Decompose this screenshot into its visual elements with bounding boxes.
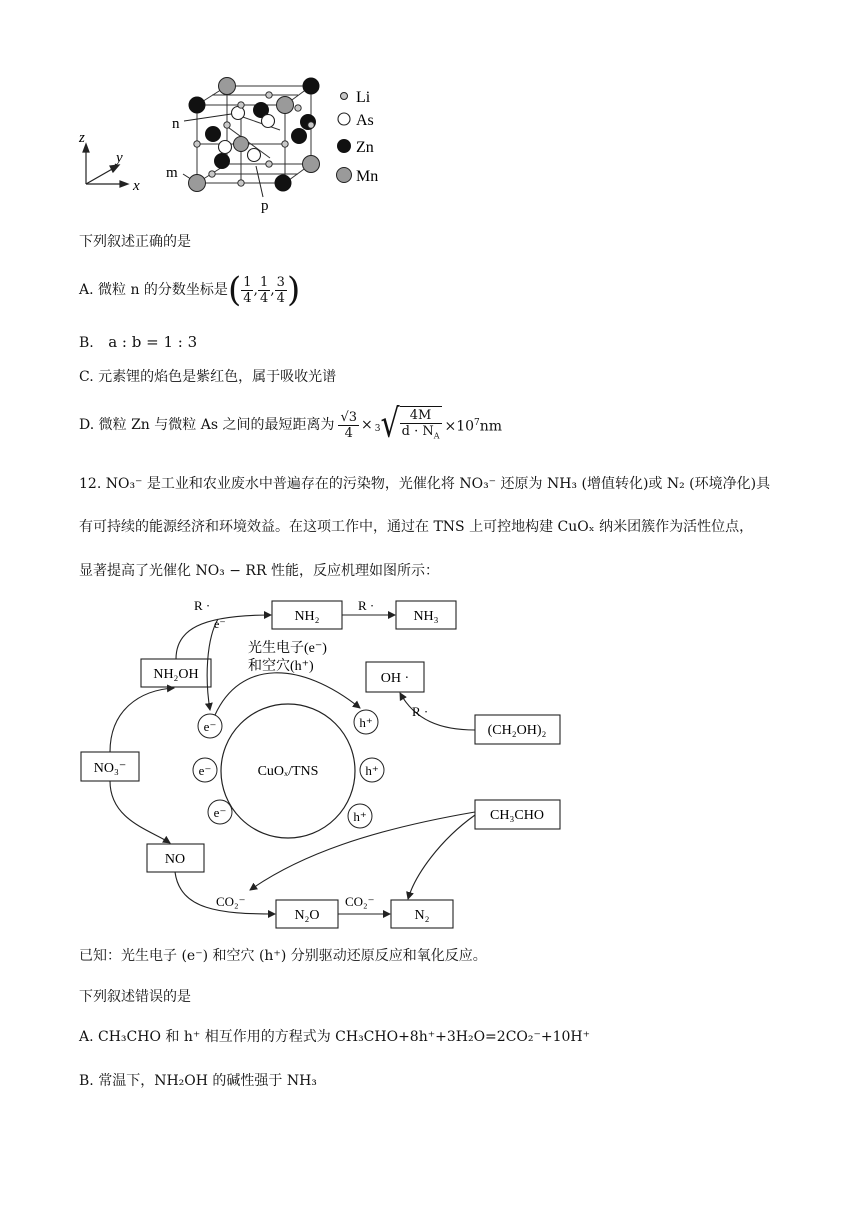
legend-zn-label: Zn	[356, 139, 374, 156]
fraction-z: $\frac{3}{4}$	[276, 274, 285, 306]
label-m: m	[166, 165, 178, 181]
electron-2: e⁻	[198, 763, 212, 778]
label-n: n	[172, 116, 180, 132]
nh2oh-label: NH₂OH	[153, 667, 199, 682]
r-label-1: R ·	[194, 598, 211, 613]
legend-as-swatch	[338, 113, 350, 125]
electron-3: e⁻	[213, 805, 227, 820]
q11-option-d[interactable]	[79, 400, 502, 450]
fraction-x: $\frac{1}{4}$	[243, 274, 252, 306]
co2-label-1: CO₂⁻	[216, 894, 246, 909]
co2-label-2: CO₂⁻	[345, 894, 375, 909]
axis-z-label: z	[79, 130, 85, 146]
hole-2: h⁺	[365, 763, 379, 778]
legend-zn-swatch	[337, 139, 351, 153]
q12-prompt: 下列叙述错误的是	[79, 989, 191, 1005]
caption-line2: 和空穴(h⁺)	[248, 659, 314, 674]
q12-option-b[interactable]: B. 常温下，NH₂OH 的碱性强于 NH₃	[79, 1073, 317, 1089]
catalyst-label: CuOₓ/TNS	[257, 764, 319, 779]
q11-option-b[interactable]	[79, 332, 197, 353]
open-paren: (	[227, 270, 242, 310]
axis-x-label: x	[133, 178, 140, 194]
cube-root-index: 3	[374, 424, 381, 434]
nh2-label: NH₂	[294, 609, 320, 624]
option-b-formula: a : b = 1 : 3	[108, 333, 198, 351]
sqrt3-over-4: $\frac{√3}{4}$	[340, 409, 358, 441]
n2o-label: N₂O	[294, 908, 320, 923]
q11-option-c[interactable]: C. 元素锂的焰色是紫红色，属于吸收光谱	[79, 369, 337, 385]
label-p: p	[261, 198, 269, 214]
hole-3: h⁺	[353, 809, 367, 824]
electron-1: e⁻	[203, 719, 217, 734]
axis-y-label: y	[116, 150, 123, 166]
ch2oh2-label: (CH₂OH)₂	[487, 723, 547, 738]
n2-label: N₂	[414, 908, 430, 923]
cube-root: √ $\frac{4M}{d \cdot N_A}$	[380, 401, 440, 448]
legend-li-label: Li	[356, 89, 371, 106]
known-text: 已知：光生电子 (e⁻) 和空穴 (h⁺) 分别驱动还原反应和氧化反应。	[79, 948, 487, 964]
legend-mn-swatch	[337, 168, 352, 183]
close-paren: )	[286, 270, 301, 310]
option-d-text: D. 微粒 Zn 与微粒 As 之间的最短距离为	[79, 417, 335, 433]
legend-mn-label: Mn	[356, 168, 379, 185]
q11-option-a[interactable]: A. 微粒 n 的分数坐标是 ( $\frac{1}{4}$ , $\frac{1}{4}$ , $\frac{3}{4}$ )	[79, 270, 301, 310]
fraction-y: $\frac{1}{4}$	[259, 274, 269, 306]
ch3cho-label: CH₃CHO	[490, 808, 544, 823]
q12-option-a[interactable]: A. CH₃CHO 和 h⁺ 相互作用的方程式为 CH₃CHO+8h⁺+3H₂O=2CO₂⁻+10H⁺	[79, 1029, 591, 1045]
q11-prompt: 下列叙述正确的是	[79, 234, 191, 250]
r-label-3: R ·	[412, 704, 429, 719]
oh-label: OH ·	[380, 671, 410, 686]
times-sign: ×	[361, 417, 373, 433]
crystal-figure	[70, 70, 400, 215]
option-b-prefix: B.	[79, 335, 94, 351]
option-a-text: A. 微粒 n 的分数坐标是	[79, 282, 228, 298]
caption-line1: 光生电子(e⁻)	[248, 641, 327, 656]
q12-line1: 12. NO₃⁻ 是工业和农业废水中普遍存在的污染物，光催化将 NO₃⁻ 还原为 NH₃ (增值转化)或 N₂ (环境净化)具	[79, 476, 771, 492]
power-ten: $\times 10^7nm$	[444, 418, 503, 435]
r-label-2: R ·	[358, 598, 375, 613]
mechanism-diagram	[70, 590, 570, 940]
e-label-top: e⁻	[214, 617, 226, 631]
legend-as-label: As	[356, 112, 374, 129]
no-label: NO	[164, 852, 186, 867]
legend-li-swatch	[341, 93, 348, 100]
nh3-label: NH₃	[413, 609, 439, 624]
hole-1: h⁺	[359, 715, 373, 730]
q12-line3: 显著提高了光催化 NO₃ − RR 性能，反应机理如图所示：	[79, 563, 439, 579]
no3-label: NO₃⁻	[93, 761, 127, 776]
legend	[337, 89, 379, 185]
q12-line2: 有可持续的能源经济和环境效益。在这项工作中，通过在 TNS 上可控地构建 CuOₓ 纳米团簇作为活性位点，	[79, 519, 754, 535]
